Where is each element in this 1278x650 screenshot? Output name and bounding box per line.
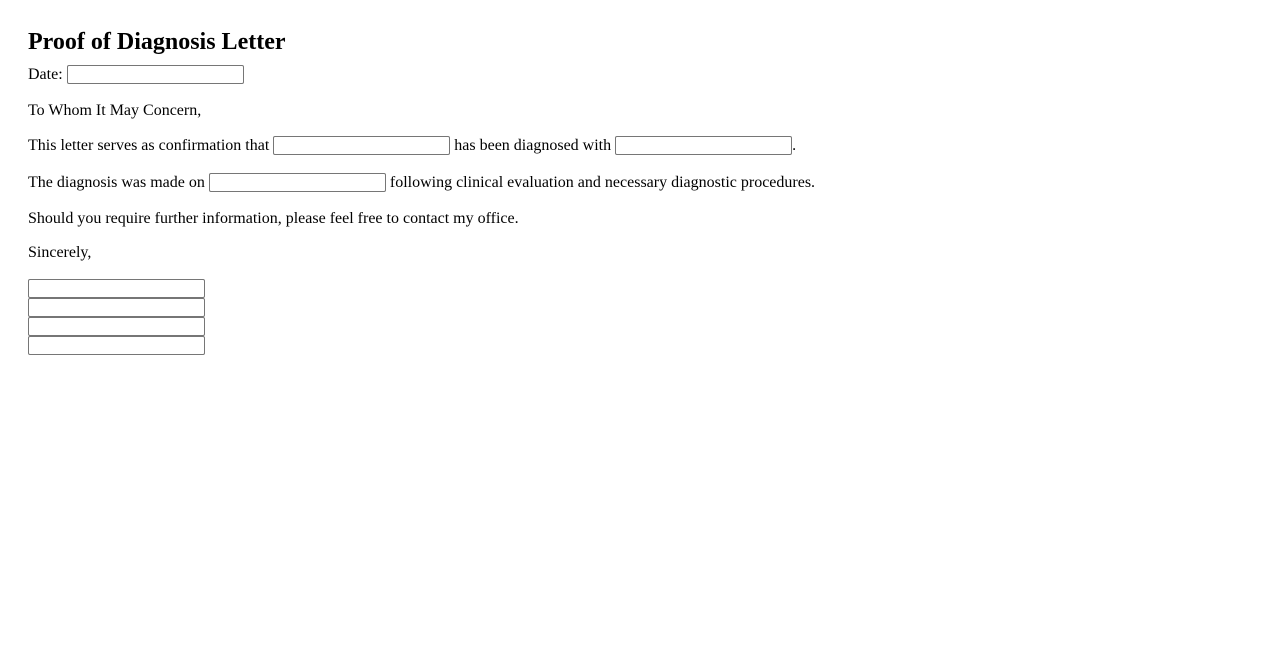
date-line: [28, 65, 1278, 85]
diagnosis-date-text-end: following clinical evaluation and necessary diagnostic procedures.: [389, 174, 816, 191]
date-input[interactable]: [67, 65, 244, 84]
page-title: Proof of Diagnosis Letter: [28, 29, 286, 55]
closing-text: Sincerely,: [28, 244, 92, 261]
confirmation-sentence: [28, 136, 1278, 156]
diagnosis-date-input[interactable]: [209, 173, 386, 192]
diagnosis-input[interactable]: [615, 136, 792, 155]
diagnosis-date-text-start: The diagnosis was made on: [28, 174, 205, 191]
patient-name-input[interactable]: [273, 136, 450, 155]
diagnosis-date-sentence: [28, 173, 1278, 193]
signature-block: [28, 279, 205, 355]
signature-field-3[interactable]: [28, 317, 205, 336]
signature-field-2[interactable]: [28, 298, 205, 317]
signature-field-1[interactable]: [28, 279, 205, 298]
signature-field-4[interactable]: [28, 336, 205, 355]
further-info-text: Should you require further information, please feel free to contact my office.: [28, 210, 519, 227]
salutation: To Whom It May Concern,: [28, 102, 202, 119]
confirmation-text-middle: has been diagnosed with: [454, 137, 612, 154]
confirmation-text-end: .: [792, 137, 797, 154]
date-label: Date:: [28, 66, 63, 83]
confirmation-text-start: This letter serves as confirmation that: [28, 137, 270, 154]
